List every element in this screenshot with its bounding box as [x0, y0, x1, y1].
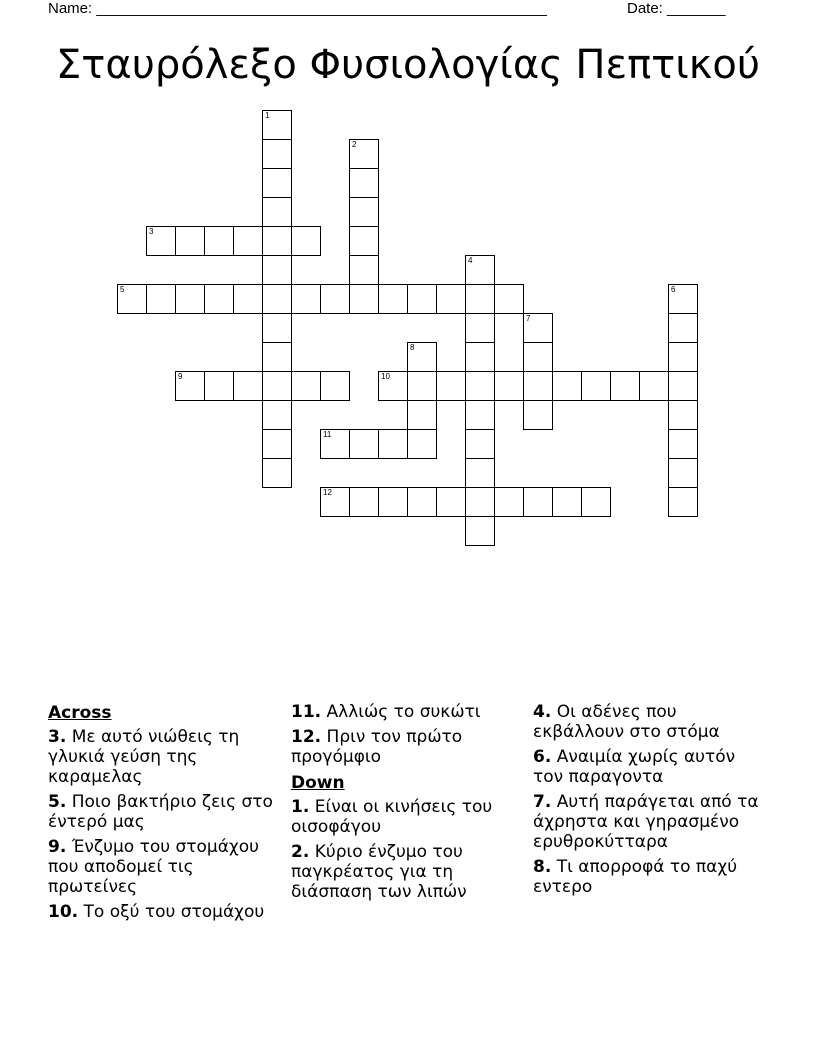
- clue-number: 6.: [533, 747, 552, 767]
- crossword-cell[interactable]: [262, 458, 292, 488]
- crossword-cell[interactable]: [262, 255, 292, 285]
- crossword-cell[interactable]: [291, 226, 321, 256]
- clue-number: 11.: [291, 702, 322, 722]
- cell-number: 3: [149, 227, 154, 236]
- crossword-cell[interactable]: [668, 400, 698, 430]
- crossword-cell[interactable]: [436, 487, 466, 517]
- clue-column-1: [48, 702, 283, 927]
- name-field-line: Name: ______________________________________________________: [48, 0, 547, 17]
- crossword-cell[interactable]: [262, 400, 292, 430]
- clue-column-3: [533, 702, 768, 902]
- crossword-cell[interactable]: [407, 487, 437, 517]
- crossword-cell[interactable]: [465, 371, 495, 401]
- cell-number: 12: [323, 488, 332, 497]
- cell-number: 6: [671, 285, 676, 294]
- crossword-cell[interactable]: [465, 342, 495, 372]
- crossword-cell[interactable]: [349, 255, 379, 285]
- crossword-cell[interactable]: [320, 371, 350, 401]
- date-field-line: Date: _______: [627, 0, 726, 17]
- clue-text: Κύριο ένζυμο του παγκρέατος για τη διάσπαση των λιπών: [291, 842, 467, 902]
- crossword-cell[interactable]: [291, 371, 321, 401]
- clue-text: Ποιο βακτήριο ζεις στο έντερό μας: [48, 792, 273, 832]
- clue-item: [48, 902, 283, 922]
- cell-number: 7: [526, 314, 531, 323]
- cell-number: 4: [468, 256, 473, 265]
- clue-number: 7.: [533, 792, 552, 812]
- clue-number: 1.: [291, 797, 310, 817]
- crossword-cell[interactable]: [465, 429, 495, 459]
- crossword-cell[interactable]: [233, 226, 263, 256]
- crossword-cell[interactable]: [378, 284, 408, 314]
- clue-number: 8.: [533, 857, 552, 877]
- crossword-cell[interactable]: [494, 371, 524, 401]
- clue-text: Το οξύ του στομάχου: [83, 902, 265, 922]
- crossword-cell[interactable]: [349, 226, 379, 256]
- cell-number: 1: [265, 111, 270, 120]
- crossword-cell[interactable]: [523, 487, 553, 517]
- clue-number: 5.: [48, 792, 67, 812]
- cell-number: 5: [120, 285, 125, 294]
- clue-text: Πριν τον πρώτο προγόμφιο: [291, 727, 463, 767]
- crossword-cell[interactable]: [523, 400, 553, 430]
- crossword-cell[interactable]: [465, 400, 495, 430]
- crossword-cell[interactable]: [349, 197, 379, 227]
- crossword-cell[interactable]: [262, 313, 292, 343]
- crossword-cell[interactable]: [262, 284, 292, 314]
- crossword-cell[interactable]: [146, 226, 176, 256]
- crossword-cell[interactable]: [668, 284, 698, 314]
- crossword-cell[interactable]: [668, 429, 698, 459]
- crossword-cell[interactable]: [262, 429, 292, 459]
- clue-number: 2.: [291, 842, 310, 862]
- clue-item: [48, 837, 283, 897]
- clue-number: 3.: [48, 727, 67, 747]
- crossword-cell[interactable]: [378, 487, 408, 517]
- crossword-cell[interactable]: [465, 458, 495, 488]
- clue-number: 10.: [48, 902, 79, 922]
- crossword-cell[interactable]: [552, 487, 582, 517]
- clue-text: Ένζυμο του στομάχου που αποδομεί τις πρωτείνες: [48, 837, 259, 897]
- clue-item: [533, 792, 768, 852]
- clue-item: [291, 727, 526, 767]
- clue-item: [533, 702, 768, 742]
- crossword-cell[interactable]: [407, 342, 437, 372]
- crossword-cell[interactable]: [320, 429, 350, 459]
- crossword-cell[interactable]: [262, 197, 292, 227]
- crossword-cell[interactable]: [610, 371, 640, 401]
- crossword-cell[interactable]: [465, 284, 495, 314]
- crossword-cell[interactable]: [668, 342, 698, 372]
- crossword-cell[interactable]: [204, 284, 234, 314]
- crossword-cell[interactable]: [262, 371, 292, 401]
- clue-column-2: [291, 702, 526, 907]
- crossword-cell[interactable]: [494, 284, 524, 314]
- crossword-cell[interactable]: [146, 284, 176, 314]
- crossword-cell[interactable]: [320, 487, 350, 517]
- clue-number: 12.: [291, 727, 322, 747]
- crossword-cell[interactable]: [378, 429, 408, 459]
- crossword-cell[interactable]: [349, 487, 379, 517]
- clue-heading-down: Down: [291, 773, 345, 793]
- crossword-cell[interactable]: [436, 284, 466, 314]
- crossword-cell[interactable]: [552, 371, 582, 401]
- clue-text: Είναι οι κινήσεις του οισοφάγου: [291, 797, 493, 837]
- crossword-cell[interactable]: [378, 371, 408, 401]
- crossword-cell[interactable]: [407, 284, 437, 314]
- clue-number: 9.: [48, 837, 67, 857]
- clue-item: [48, 727, 283, 787]
- clue-heading-across: Across: [48, 703, 112, 723]
- crossword-cell[interactable]: [349, 139, 379, 169]
- crossword-cell[interactable]: [233, 371, 263, 401]
- clue-number: 4.: [533, 702, 552, 722]
- clue-text: Αλλιώς το συκώτι: [326, 702, 481, 722]
- clue-item: [533, 857, 768, 897]
- crossword-cell[interactable]: [320, 284, 350, 314]
- clue-item: [291, 797, 526, 837]
- crossword-cell[interactable]: [465, 516, 495, 546]
- crossword-cell[interactable]: [668, 487, 698, 517]
- clue-text: Τι απορροφά το παχύ εντερο: [533, 857, 738, 897]
- page-title: Σταυρόλεξο Φυσιολογίας Πεπτικού: [55, 42, 760, 88]
- crossword-cell[interactable]: [262, 139, 292, 169]
- crossword-cell[interactable]: [523, 342, 553, 372]
- clue-item: [291, 702, 526, 722]
- crossword-cell[interactable]: [581, 371, 611, 401]
- crossword-cell[interactable]: [668, 371, 698, 401]
- crossword-cell[interactable]: [349, 168, 379, 198]
- cell-number: 10: [381, 372, 390, 381]
- crossword-cell[interactable]: [494, 487, 524, 517]
- clue-item: [48, 792, 283, 832]
- crossword-cell[interactable]: [407, 400, 437, 430]
- crossword-cell[interactable]: [349, 284, 379, 314]
- crossword-cell[interactable]: [523, 313, 553, 343]
- clue-text: Αναιμία χωρίς αυτόν τον παραγοντα: [533, 747, 736, 787]
- crossword-cell[interactable]: [204, 371, 234, 401]
- crossword-cell[interactable]: [262, 110, 292, 140]
- crossword-cell[interactable]: [262, 226, 292, 256]
- crossword-cell[interactable]: [639, 371, 669, 401]
- cell-number: 9: [178, 372, 183, 381]
- crossword-cell[interactable]: [262, 168, 292, 198]
- crossword-cell[interactable]: [175, 284, 205, 314]
- crossword-cell[interactable]: [175, 371, 205, 401]
- crossword-cell[interactable]: [465, 313, 495, 343]
- crossword-cell[interactable]: [204, 226, 234, 256]
- cell-number: 11: [323, 430, 332, 439]
- crossword-cell[interactable]: [349, 429, 379, 459]
- crossword-cell[interactable]: [175, 226, 205, 256]
- crossword-cell[interactable]: [581, 487, 611, 517]
- clue-text: Οι αδένες που εκβάλλουν στο στόμα: [533, 702, 720, 742]
- crossword-cell[interactable]: [407, 429, 437, 459]
- clue-item: [533, 747, 768, 787]
- crossword-cell[interactable]: [668, 458, 698, 488]
- crossword-cell[interactable]: [465, 255, 495, 285]
- crossword-cell[interactable]: [233, 284, 263, 314]
- crossword-cell[interactable]: [291, 284, 321, 314]
- clue-text: Αυτή παράγεται από τα άχρηστα και γηρασμένο ερυθροκύτταρα: [533, 792, 759, 852]
- crossword-cell[interactable]: [436, 371, 466, 401]
- cell-number: 2: [352, 140, 357, 149]
- clue-text: Με αυτό νιώθεις τη γλυκιά γεύση της καραμελας: [48, 727, 240, 787]
- cell-number: 8: [410, 343, 415, 352]
- crossword-cell[interactable]: [523, 371, 553, 401]
- crossword-cell[interactable]: [465, 487, 495, 517]
- crossword-cell[interactable]: [117, 284, 147, 314]
- clue-item: [291, 842, 526, 902]
- crossword-cell[interactable]: [668, 313, 698, 343]
- crossword-cell[interactable]: [262, 342, 292, 372]
- crossword-cell[interactable]: [407, 371, 437, 401]
